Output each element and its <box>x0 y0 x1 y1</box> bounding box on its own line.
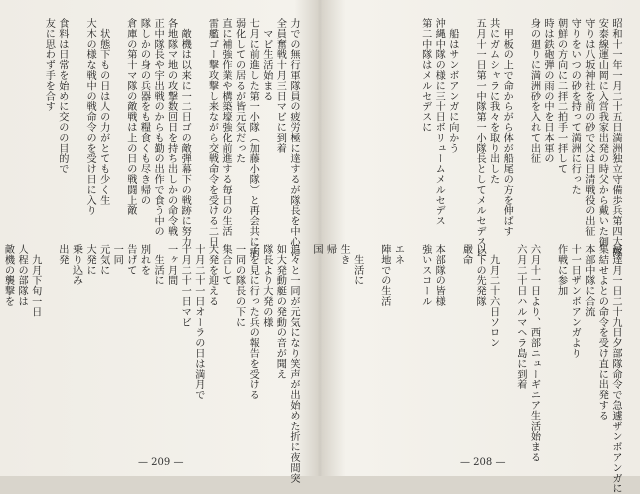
left-page-number: — 209 — <box>138 457 184 468</box>
right-page <box>310 0 640 494</box>
right-page-upper-text: 昭和十一年一月二十五日満洲独立守備歩兵第四大隊 安泰線運山岡に入営我家出発の時父から戴いた御 守りは八坂神社を前の砂で父は日清戦役の出征 守りをいつの砂を持って満洲に行った 朝鮮の方向に二拝二拍手一拝して 時は鉄砲弾の雨の中を日本軍の 身の廻りに満洲砂を入れて出征 甲板の上で命からがら体が船尾の方を伸ばす 共にガムシャラに我々を取り出した 五月十一日第一中隊第一小隊長としてメルセデスに 船はサンボアンガに向かう 沖縄中隊の様に三十日ボリュームメルセデス 第二中隊はメルセデスに <box>419 18 621 258</box>
right-page-lower-text: 最達月一日二十九日夕部隊命令で急遽ザンボアンガに 集結せよとの命令を受け直に出発する 本部中隊に合流 十一日ザンボアンガより 作戦に参加 六月十一日より、西部ニューギニア生活始まる 六月二十日ハルマヘラ島に到着 九月二十六日ソロン 以下の先発隊 嚴命 本部隊の皆様 強いスコール エネ 陣地での生活 生活に 生き 帰 国 <box>310 244 621 494</box>
left-page-upper-text: 力での無行軍隊員の疲労極に達するが隊長を中心に 全員奮戦十月三日マビに到着 マビ生活始まる 七月に前進した第一小隊（加藤小隊）と再会共に病 弱化しての居るが皆元気だった 直に補強作業や構築壕強化前進する毎日の生活 雷艦ゴー撃攻撃し来ながら交戦命令を受ける二日 敵機は以来に一二日ゴの敵弾幕下の戦跡に努力 各地隊マ地の攻撃数回日を持ち出しかの命令戦 正中隊長や宇出戦のからも勤の出作で食う中の 隊しかの身の兵器をも糧食くも尽き帰の 倉庫の第十マ隊の敵戦は上の日の戦闘上敵 状態下もの日は人の力がとても少く生 大木の様な戦中の戦命令のを受け日に入り 食料は日常を始めに交のの目的で 友に思わず手を合す <box>43 18 299 258</box>
left-page-lower-text: 追々と一同が元気になり笑声が出始めた折に夜間突 如大発動艇の発動の音が聞え 隊長より大発の様 子を見に行った兵の報告を受ける 一同の隊長の下に 集合して 大発を迎える 十月二十一日オーラの日は満月で 十月二十一日マビ 一ヶ月間 生活に 別れを 告げて 一同 元気に 大発に 乗り込み 出発 九月下旬一日 人程の部隊は 敵機の襲撃を <box>2 244 299 484</box>
right-page-number: — 208 — <box>460 457 506 468</box>
left-page <box>0 0 318 484</box>
